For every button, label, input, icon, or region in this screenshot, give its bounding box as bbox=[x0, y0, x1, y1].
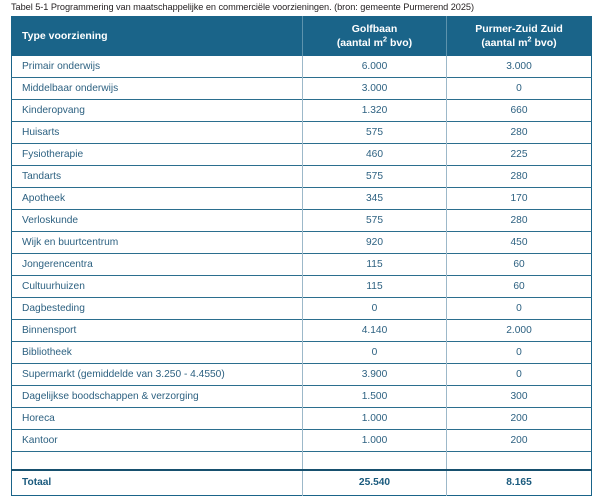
table-row-purmer-value: 0 bbox=[447, 78, 592, 100]
unit-suffix: bvo) bbox=[387, 37, 413, 49]
table-row-purmer-value: 0 bbox=[447, 298, 592, 320]
table-row bbox=[12, 408, 592, 430]
table-row-golfbaan-value: 1.000 bbox=[303, 408, 447, 430]
table-row-purmer-value: 60 bbox=[447, 276, 592, 298]
table-row-golfbaan-value: 4.140 bbox=[303, 320, 447, 342]
table-row-label: Bibliotheek bbox=[12, 342, 303, 364]
table-caption: Tabel 5-1 Programmering van maatschappelijke en commerciële voorzieningen. (bron: gemeente Purmerend 2025) bbox=[11, 2, 474, 12]
table-row-golfbaan-value: 920 bbox=[303, 232, 447, 254]
column-header-golfbaan-title: Golfbaan bbox=[351, 23, 398, 35]
table-row bbox=[12, 276, 592, 298]
table-row-label: Apotheek bbox=[12, 188, 303, 210]
table-row-golfbaan-value: 6.000 bbox=[303, 56, 447, 78]
unit-superscript: 2 bbox=[527, 34, 532, 44]
table-row-label: Tandarts bbox=[12, 166, 303, 188]
table-row-purmer-value: 200 bbox=[447, 408, 592, 430]
column-header-purmer-zuid-unit bbox=[447, 36, 591, 50]
table-row-label: Jongerencentra bbox=[12, 254, 303, 276]
table-row-purmer-value: 0 bbox=[447, 342, 592, 364]
table-row-purmer-value: 225 bbox=[447, 144, 592, 166]
table-row bbox=[12, 298, 592, 320]
table-row-golfbaan-value: 575 bbox=[303, 166, 447, 188]
table-row bbox=[12, 430, 592, 452]
table-row bbox=[12, 56, 592, 78]
unit-prefix: (aantal m bbox=[336, 37, 383, 49]
table-row-golfbaan-value: 1.500 bbox=[303, 386, 447, 408]
table-row-golfbaan-value: 3.900 bbox=[303, 364, 447, 386]
table-row-label: Wijk en buurtcentrum bbox=[12, 232, 303, 254]
table-row bbox=[12, 122, 592, 144]
table-row-purmer-value: 450 bbox=[447, 232, 592, 254]
table-row-golfbaan-value: 1.000 bbox=[303, 430, 447, 452]
table-row-label: Primair onderwijs bbox=[12, 56, 303, 78]
table-row bbox=[12, 342, 592, 364]
table-row-golfbaan-value: 1.320 bbox=[303, 100, 447, 122]
table-row bbox=[12, 320, 592, 342]
table-row-golfbaan-value: 345 bbox=[303, 188, 447, 210]
table-row-label: Binnensport bbox=[12, 320, 303, 342]
table-row-purmer-value: 300 bbox=[447, 386, 592, 408]
table-row-golfbaan-value: 0 bbox=[303, 342, 447, 364]
table-row bbox=[12, 232, 592, 254]
table-body bbox=[12, 56, 592, 496]
table-row-label: Supermarkt (gemiddelde van 3.250 - 4.4550) bbox=[12, 364, 303, 386]
table-row-golfbaan-value: 575 bbox=[303, 122, 447, 144]
table-row bbox=[12, 166, 592, 188]
table-total-row-purmer-value: 8.165 bbox=[447, 470, 592, 496]
table-row-label: Verloskunde bbox=[12, 210, 303, 232]
table-container bbox=[11, 16, 591, 496]
table-spacer-row-golfbaan-value bbox=[303, 452, 447, 471]
table-row bbox=[12, 188, 592, 210]
table-row-purmer-value: 280 bbox=[447, 210, 592, 232]
table-row bbox=[12, 78, 592, 100]
table-row-golfbaan-value: 575 bbox=[303, 210, 447, 232]
column-header-purmer-zuid-title: Purmer-Zuid Zuid bbox=[475, 23, 563, 35]
table-header bbox=[12, 17, 592, 57]
table-row-label: Dagelijkse boodschappen & verzorging bbox=[12, 386, 303, 408]
table-row-label: Cultuurhuizen bbox=[12, 276, 303, 298]
table-row-label: Dagbesteding bbox=[12, 298, 303, 320]
unit-suffix: bvo) bbox=[531, 37, 557, 49]
table-row bbox=[12, 144, 592, 166]
table-row-purmer-value: 3.000 bbox=[447, 56, 592, 78]
table-row-label: Huisarts bbox=[12, 122, 303, 144]
table-total-row bbox=[12, 470, 592, 496]
table-row-purmer-value: 60 bbox=[447, 254, 592, 276]
column-header-type: Type voorziening bbox=[12, 17, 303, 57]
column-header-golfbaan bbox=[303, 17, 447, 57]
table-row-label: Kinderopvang bbox=[12, 100, 303, 122]
table-row-purmer-value: 0 bbox=[447, 364, 592, 386]
table-row-label: Middelbaar onderwijs bbox=[12, 78, 303, 100]
table-total-row-golfbaan-value: 25.540 bbox=[303, 470, 447, 496]
table-row-golfbaan-value: 0 bbox=[303, 298, 447, 320]
table-row-golfbaan-value: 3.000 bbox=[303, 78, 447, 100]
table-spacer-row-purmer-value bbox=[447, 452, 592, 471]
table-row-golfbaan-value: 460 bbox=[303, 144, 447, 166]
header-row bbox=[12, 17, 592, 57]
table-row bbox=[12, 210, 592, 232]
table-row-purmer-value: 2.000 bbox=[447, 320, 592, 342]
programming-table bbox=[11, 16, 592, 496]
table-row-purmer-value: 170 bbox=[447, 188, 592, 210]
unit-prefix: (aantal m bbox=[481, 37, 528, 49]
table-row-purmer-value: 200 bbox=[447, 430, 592, 452]
table-row-golfbaan-value: 115 bbox=[303, 254, 447, 276]
table-row-label: Fysiotherapie bbox=[12, 144, 303, 166]
table-row-purmer-value: 280 bbox=[447, 122, 592, 144]
column-header-golfbaan-unit bbox=[303, 36, 446, 50]
table-row-label: Horeca bbox=[12, 408, 303, 430]
table-row-purmer-value: 660 bbox=[447, 100, 592, 122]
table-row bbox=[12, 386, 592, 408]
table-spacer-row-label bbox=[12, 452, 303, 471]
table-total-row-label: Totaal bbox=[12, 470, 303, 496]
unit-superscript: 2 bbox=[382, 34, 388, 44]
table-row-golfbaan-value: 115 bbox=[303, 276, 447, 298]
table-row bbox=[12, 364, 592, 386]
table-row-purmer-value: 280 bbox=[447, 166, 592, 188]
column-header-purmer-zuid bbox=[447, 17, 592, 57]
table-row-label: Kantoor bbox=[12, 430, 303, 452]
table-spacer-row bbox=[12, 452, 592, 471]
table-row bbox=[12, 254, 592, 276]
table-row bbox=[12, 100, 592, 122]
